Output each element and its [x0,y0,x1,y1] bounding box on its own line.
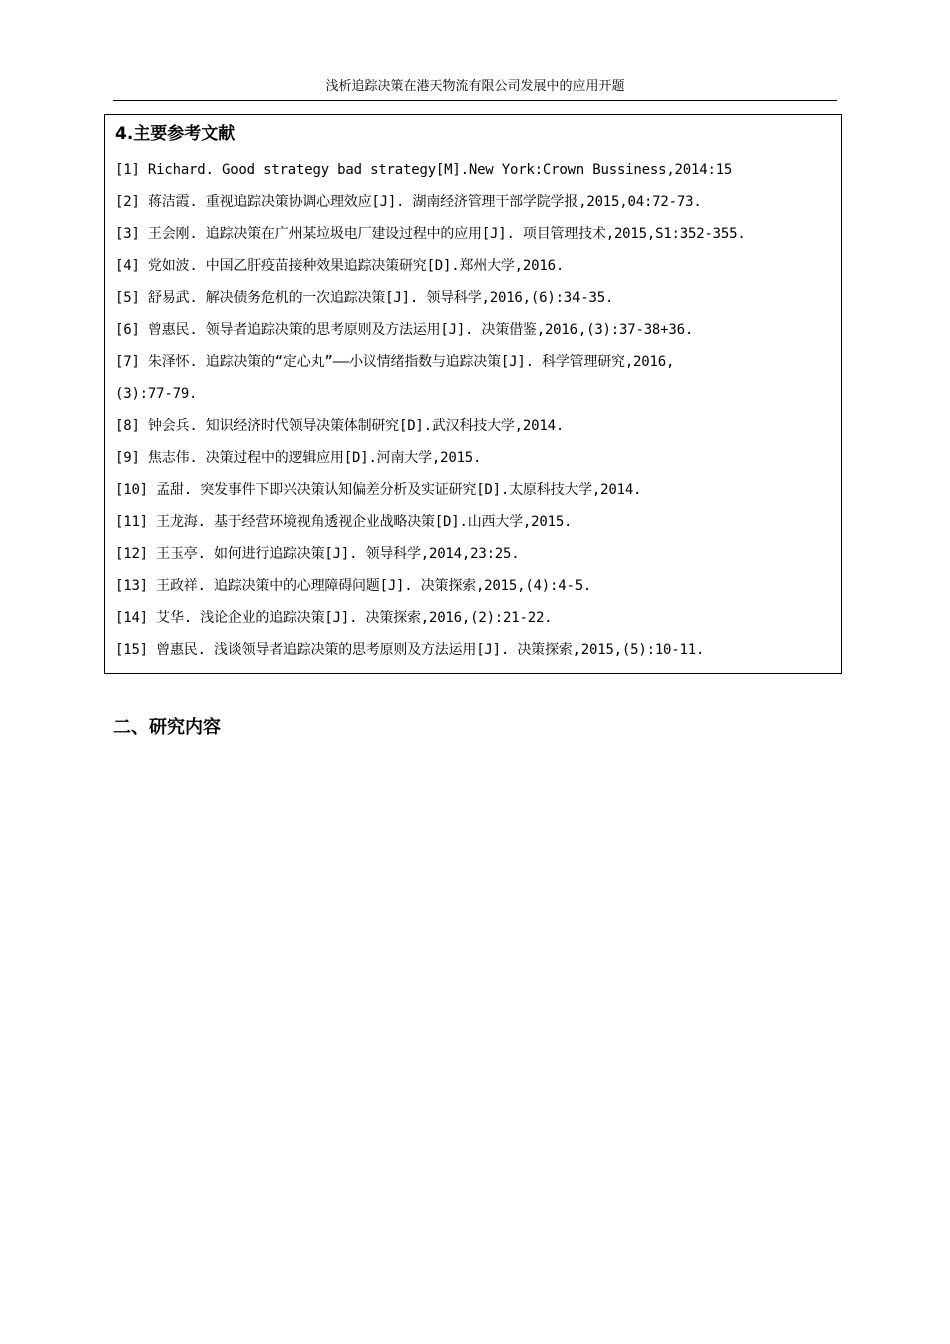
reference-item: [8] 钟会兵. 知识经济时代领导决策体制研究[D].武汉科技大学,2014. [115,418,565,434]
reference-item: [14] 艾华. 浅论企业的追踪决策[J]. 决策探索,2016,(2):21-22. [115,610,553,626]
reference-item: [11] 王龙海. 基于经营环境视角透视企业战略决策[D].山西大学,2015. [115,514,573,530]
reference-item: [3] 王会刚. 追踪决策在广州某垃圾电厂建设过程中的应用[J]. 项目管理技术,2015,S1:352-355. [115,226,746,242]
reference-item: [6] 曾惠民. 领导者追踪决策的思考原则及方法运用[J]. 决策借鉴,2016,(3):37-38+36. [115,322,694,338]
reference-item: [7] 朱泽怀. 追踪决策的“定心丸”——小议情绪指数与追踪决策[J]. 科学管理研究,2016, (3):77-79. [115,354,675,402]
reference-item: [12] 王玉亭. 如何进行追踪决策[J]. 领导科学,2014,23:25. [115,546,520,562]
reference-item: [10] 孟甜. 突发事件下即兴决策认知偏差分析及实证研究[D].太原科技大学,2014. [115,482,642,498]
reference-item: [13] 王政祥. 追踪决策中的心理障碍问题[J]. 决策探索,2015,(4):4-5. [115,578,592,594]
reference-item: [4] 党如波. 中国乙肝疫苗接种效果追踪决策研究[D].郑州大学,2016. [115,258,565,274]
header-rule [113,100,837,101]
references-list [115,154,837,666]
references-title: 4.主要参考文献 [115,124,236,144]
reference-item: [2] 蒋洁霞. 重视追踪决策协调心理效应[J]. 湖南经济管理干部学院学报,2015,04:72-73. [115,194,702,210]
section-title: 二、研究内容 [113,717,221,738]
reference-item: [5] 舒易武. 解决债务危机的一次追踪决策[J]. 领导科学,2016,(6):34-35. [115,290,614,306]
reference-item: [15] 曾惠民. 浅谈领导者追踪决策的思考原则及方法运用[J]. 决策探索,2015,(5):10-11. [115,642,705,658]
reference-item: [9] 焦志伟. 决策过程中的逻辑应用[D].河南大学,2015. [115,450,482,466]
reference-item: [1] Richard. Good strategy bad strategy[M].New York:Crown Bussiness,2014:15 [115,162,733,178]
page-header-title: 浅析追踪决策在港天物流有限公司发展中的应用开题 [325,79,625,94]
